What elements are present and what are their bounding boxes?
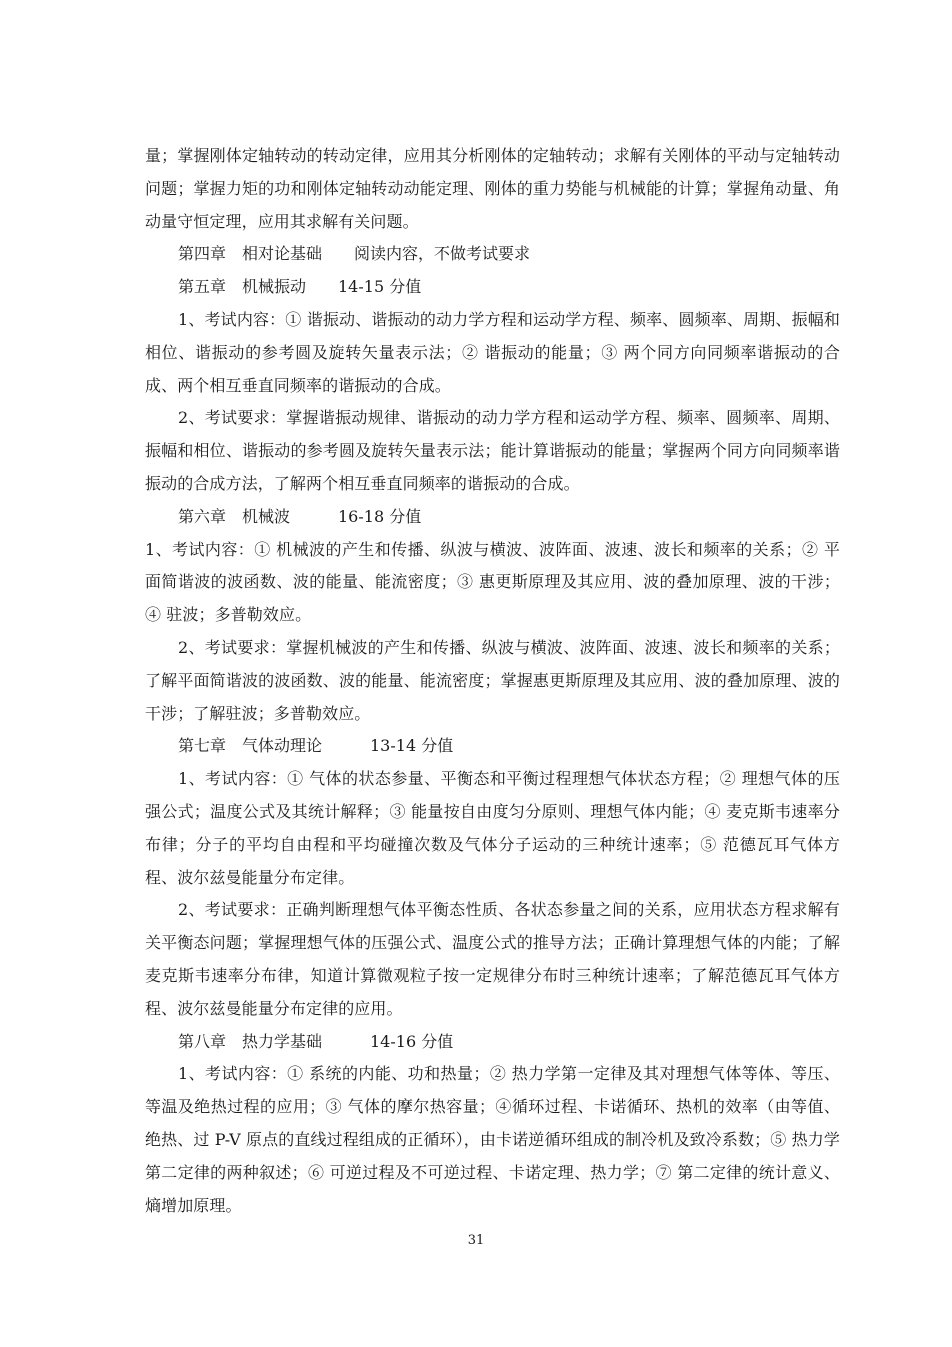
chapter-5-heading: 第五章 机械振动 14-15 分值 [178,277,422,297]
chapter-5-exam-content: 1、考试内容：① 谐振动、谐振动的动力学方程和运动学方程、频率、圆频率、周期、振幅和相位、谐振动的参考圆及旋转矢量表示法；② 谐振动的能量；③ 两个同方向同频率谐振动的合成、两个相互垂直同频率的谐振动的合成。 [145,309,840,395]
chapter-8-heading: 第八章 热力学基础 14-16 分值 [178,1031,454,1051]
page-number: 31 [467,1233,485,1248]
paragraph-rigid-body-continued: 量；掌握刚体定轴转动的转动定律，应用其分析刚体的定轴转动；求解有关刚体的平动与定轴转动问题；掌握力矩的功和刚体定轴转动动能定理、刚体的重力势能与机械能的计算；掌握角动量、角动量守恒定理，应用其求解有关问题。 [145,146,840,231]
chapter-4-heading: 第四章 相对论基础 阅读内容，不做考试要求 [178,244,531,264]
chapter-7-exam-content: 1、考试内容：① 气体的状态参量、平衡态和平衡过程理想气体状态方程；② 理想气体的压强公式；温度公式及其统计解释；③ 能量按自由度匀分原则、理想气体内能；④ 麦克斯韦速率分布律；分子的平均自由程和平均碰撞次数及气体分子运动的三种统计速率；⑤ 范德瓦耳气体方程、波尔兹曼能量分布定律。 [145,769,840,887]
document-body [145,140,840,1222]
chapter-5-exam-requirements: 2、考试要求：掌握谐振动规律、谐振动的动力学方程和运动学方程、频率、圆频率、周期、振幅和相位、谐振动的参考圆及旋转矢量表示法；能计算谐振动的能量；掌握两个同方向同频率谐振动的合成方法，了解两个相互垂直同频率的谐振动的合成。 [145,408,840,493]
chapter-7-exam-requirements: 2、考试要求：正确判断理想气体平衡态性质、各状态参量之间的关系，应用状态方程求解有关平衡态问题；掌握理想气体的压强公式、温度公式的推导方法；正确计算理想气体的内能；了解麦克斯韦速率分布律，知道计算微观粒子按一定规律分布时三种统计速率；了解范德瓦耳气体方程、波尔兹曼能量分布定律的应用。 [145,900,840,1018]
chapter-6-exam-requirements: 2、考试要求：掌握机械波的产生和传播、纵波与横波、波阵面、波速、波长和频率的关系；了解平面简谐波的波函数、波的能量、能流密度；掌握惠更斯原理及其应用、波的叠加原理、波的干涉；了解驻波；多普勒效应。 [145,637,840,723]
chapter-6-exam-content: 1、考试内容：① 机械波的产生和传播、纵波与横波、波阵面、波速、波长和频率的关系；② 平面简谐波的波函数、波的能量、能流密度；③ 惠更斯原理及其应用、波的叠加原理、波的干涉；④ 驻波；多普勒效应。 [145,539,840,625]
chapter-7-heading: 第七章 气体动理论 13-14 分值 [178,736,454,756]
chapter-6-heading: 第六章 机械波 16-18 分值 [178,506,422,526]
chapter-8-exam-content: 1、考试内容：① 系统的内能、功和热量；② 热力学第一定律及其对理想气体等体、等压、等温及绝热过程的应用；③ 气体的摩尔热容量；④循环过程、卡诺循环、热机的效率（由等值、绝热、过 P-V 原点的直线过程组成的正循环），由卡诺逆循环组成的制冷机及致冷系数；⑤ 热力学第二定律的两种叙述；⑥ 可逆过程及不可逆过程、卡诺定理、热力学；⑦ 第二定律的统计意义、熵增加原理。 [145,1064,840,1215]
